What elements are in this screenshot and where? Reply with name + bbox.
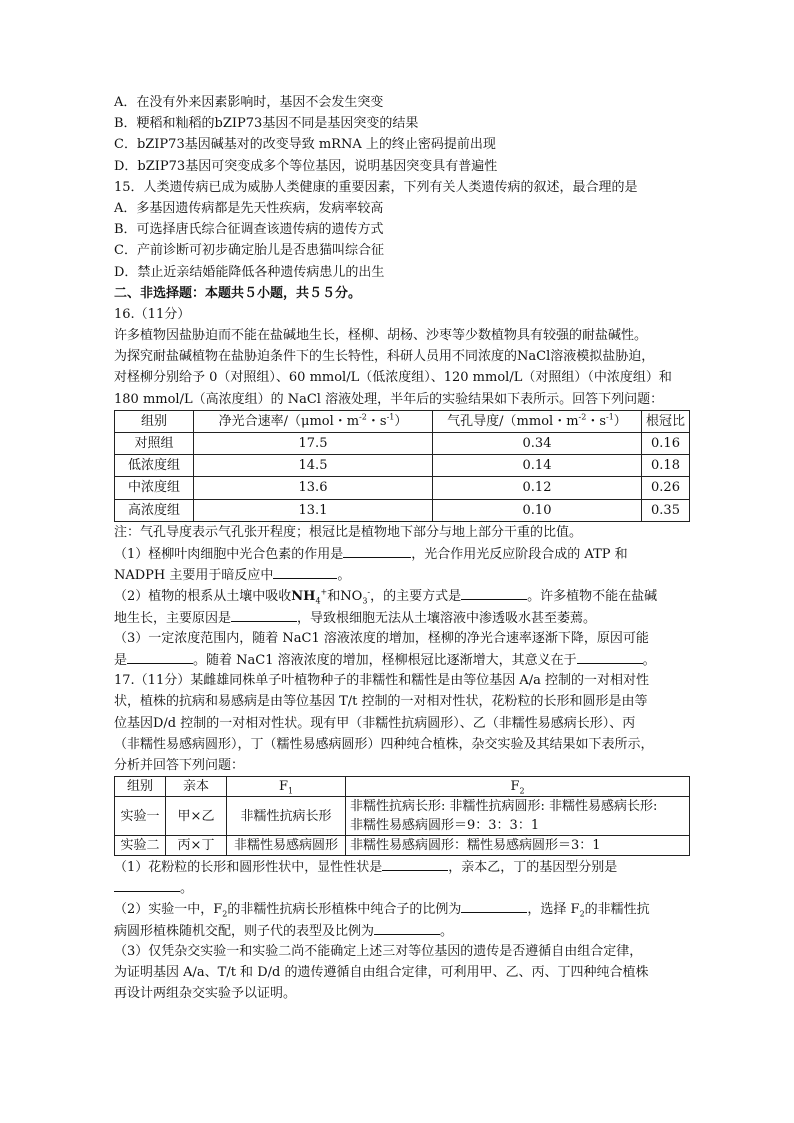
table-header-row: [115, 410, 690, 432]
q16-table: [114, 410, 690, 522]
cell-net-photosynthesis: 13.1: [194, 499, 433, 521]
cell-f1: 非糯性易感病圆形: [227, 836, 346, 856]
q15-option-b: B．可选择唐氏综合征调查该遗传病的遗传方式: [114, 222, 384, 238]
q17-sub2-line1: （2）实验一中，$F_2$的非糯性抗病长形植株中纯合子的比例为 ，选择 $F_2$的非糯性抗: [114, 898, 690, 919]
header-f2: $F_2$: [346, 777, 690, 797]
q17-intro-1: 17.（11分）某雌雄同株单子叶植物种子的非糯性和糯性是由等位基因 A/a 控制的一对相对性: [114, 673, 650, 689]
q14-option-c: C．bZIP73基因碱基对的改变导致 mRNA 上的终止密码提前出现: [114, 137, 496, 153]
cell-ratio: 0.35: [642, 499, 690, 521]
table-row: [115, 797, 690, 836]
q15-option-d: D．禁止近亲结婚能降低各种遗传病患儿的出生: [114, 264, 385, 280]
header-f1: $F_1$: [227, 777, 346, 797]
q16-intro-2: 为探究耐盐碱植物在盐胁迫条件下的生长特性，科研人员用不同浓度的NaCl溶液模拟盐胁迫，: [114, 349, 655, 365]
cell-net-photosynthesis: 17.5: [194, 433, 433, 455]
cell-group: 对照组: [115, 433, 194, 455]
q14-option-d: D．bZIP73基因可突变成多个等位基因，说明基因突变具有普遍性: [114, 158, 498, 174]
cell-group: 实验一: [115, 797, 166, 836]
q17-intro-5: 分析并回答下列问题：: [114, 757, 245, 773]
cell-f1: 非糯性抗病长形: [227, 797, 346, 836]
q15-option-a: A．多基因遗传病都是先天性疾病，发病率较高: [114, 200, 384, 216]
exam-page: [114, 92, 690, 1004]
q16-sub3-line1: （3）一定浓度范围内，随着 NaC1 溶液浓度的增加，柽柳的净光合速率逐渐下降，原因可能: [114, 630, 649, 646]
table-header-row: [115, 777, 690, 797]
table-row: [115, 455, 690, 477]
table-row: [115, 433, 690, 455]
cell-group: 中浓度组: [115, 477, 194, 499]
cell-net-photosynthesis: 13.6: [194, 477, 433, 499]
table-row: [115, 477, 690, 499]
q16-sub3-line2: 是 。随着 NaC1 溶液浓度的增加，柽柳根冠比逐渐增大，其意义在于 。: [114, 649, 690, 670]
answer-blank[interactable]: [461, 898, 527, 913]
q17-sub3-line3: 再设计两组杂交实验予以证明。: [114, 986, 297, 1002]
answer-blank[interactable]: [114, 877, 180, 892]
q17-sub2-line2: 病圆形植株随机交配，则子代的表型及比例为 。: [114, 920, 690, 941]
q16-sub1-line1: （1）柽柳叶肉细胞中光合色素的作用是 ，光合作用光反应阶段合成的 ATP 和: [114, 543, 690, 564]
header-net-photosynthesis: 净光合速率/（μmol・$m^{-2}$・$s^{-1}$）: [194, 410, 433, 432]
cell-group: 实验二: [115, 836, 166, 856]
q17-sub3-line2: 为证明基因 A/a、T/t 和 D/d 的遗传遵循自由组合定律，可利用甲、乙、丙、丁四种纯合植株: [114, 965, 649, 981]
q14-option-a: A．在没有外来因素影响时，基因不会发生突变: [114, 95, 384, 110]
header-root-shoot-ratio: 根冠比: [642, 410, 690, 432]
cell-group: 低浓度组: [115, 455, 194, 477]
cell-stomatal: 0.12: [433, 477, 642, 499]
cell-ratio: 0.16: [642, 433, 690, 455]
cell-group: 高浓度组: [115, 499, 194, 521]
table-row: [115, 499, 690, 521]
cell-ratio: 0.26: [642, 477, 690, 499]
cell-parent: 甲×乙: [166, 797, 227, 836]
q17-sub3-line1: （3）仅凭杂交实验一和实验二尚不能确定上述三对等位基因的遗传是否遵循自由组合定律，: [114, 943, 643, 959]
answer-blank[interactable]: [577, 649, 643, 664]
answer-blank[interactable]: [343, 543, 411, 558]
q16-intro-3: 对柽柳分别给予 0（对照组）、60 mmol/L（低浓度组）、120 mmol/L（对照组）（中浓度组）和: [114, 370, 672, 386]
answer-blank[interactable]: [461, 585, 527, 600]
answer-blank[interactable]: [231, 607, 297, 622]
q15-option-c: C．产前诊断可初步确定胎儿是否患猫叫综合征: [114, 243, 384, 259]
header-stomatal-conductance: 气孔导度/（mmol・$m^{-2}$・$s^{-1}$）: [433, 410, 642, 432]
q17-intro-3: 位基因D/d 控制的一对相对性状。现有甲（非糯性抗病圆形）、乙（非糯性易感病长形）、丙: [114, 715, 636, 731]
cell-f2: 非糯性易感病圆形：糯性易感病圆形＝3：1: [346, 836, 690, 856]
section-title: 二、非选择题：本题共５小题，共５５分。: [114, 285, 362, 301]
q16-sub1-line2: NADPH 主要用于暗反应中 。: [114, 564, 690, 585]
cell-parent: 丙×丁: [166, 836, 227, 856]
answer-blank[interactable]: [382, 856, 448, 871]
header-parent: 亲本: [166, 777, 227, 797]
cell-stomatal: 0.14: [433, 455, 642, 477]
q16-head: 16.（11分）: [114, 306, 191, 322]
q15-stem: 15．人类遗传病已成为威胁人类健康的重要因素，下列有关人类遗传病的叙述，最合理的是: [114, 179, 638, 195]
header-group: 组别: [115, 410, 194, 432]
q17-table: [114, 776, 690, 856]
answer-blank[interactable]: [127, 649, 193, 664]
cell-f2: 非糯性抗病长形: 非糯性抗病圆形: 非糯性易感病长形: 非糯性易感病圆形＝9：3：3：1: [346, 797, 690, 836]
cell-stomatal: 0.10: [433, 499, 642, 521]
cell-stomatal: 0.34: [433, 433, 642, 455]
q17-intro-4: （非糯性易感病圆形），丁（糯性易感病圆形）四种纯合植株，杂交实验及其结果如下表所示，: [114, 736, 654, 752]
q16-intro-1: 许多植物因盐胁迫而不能在盐碱地生长，柽柳、胡杨、沙枣等少数植物具有较强的耐盐碱性。: [114, 328, 648, 344]
q14-option-b: B．粳稻和籼稻的bZIP73基因不同是基因突变的结果: [114, 116, 419, 132]
q16-intro-4: 180 mmol/L（高浓度组）的 NaCl 溶液处理，半年后的实验结果如下表所示。回答下列问题：: [114, 391, 664, 407]
answer-blank[interactable]: [374, 920, 440, 935]
q16-note: 注：气孔导度表示气孔张开程度；根冠比是植物地下部分与地上部分干重的比值。: [114, 524, 583, 540]
answer-blank[interactable]: [273, 564, 337, 579]
q17-sub1-line2: 。: [114, 877, 690, 898]
q16-sub2-line1: （2）植物的根系从土壤中吸收$NH_4^+$和$NO_3^-$，的主要方式是 。许多植物不能在盐碱: [114, 585, 690, 606]
cell-ratio: 0.18: [642, 455, 690, 477]
table-row: [115, 836, 690, 856]
header-group: 组别: [115, 777, 166, 797]
q16-sub2-line2: 地生长，主要原因是 ，导致根细胞无法从土壤溶液中渗透吸水甚至萎蔫。: [114, 607, 690, 628]
cell-net-photosynthesis: 14.5: [194, 455, 433, 477]
q17-sub1-line1: （1）花粉粒的长形和圆形性状中，显性性状是 ，亲本乙，丁的基因型分别是: [114, 856, 690, 877]
q17-intro-2: 状，植株的抗病和易感病是由等位基因 T/t 控制的一对相对性状，花粉粒的长形和圆形是由等: [114, 694, 648, 710]
